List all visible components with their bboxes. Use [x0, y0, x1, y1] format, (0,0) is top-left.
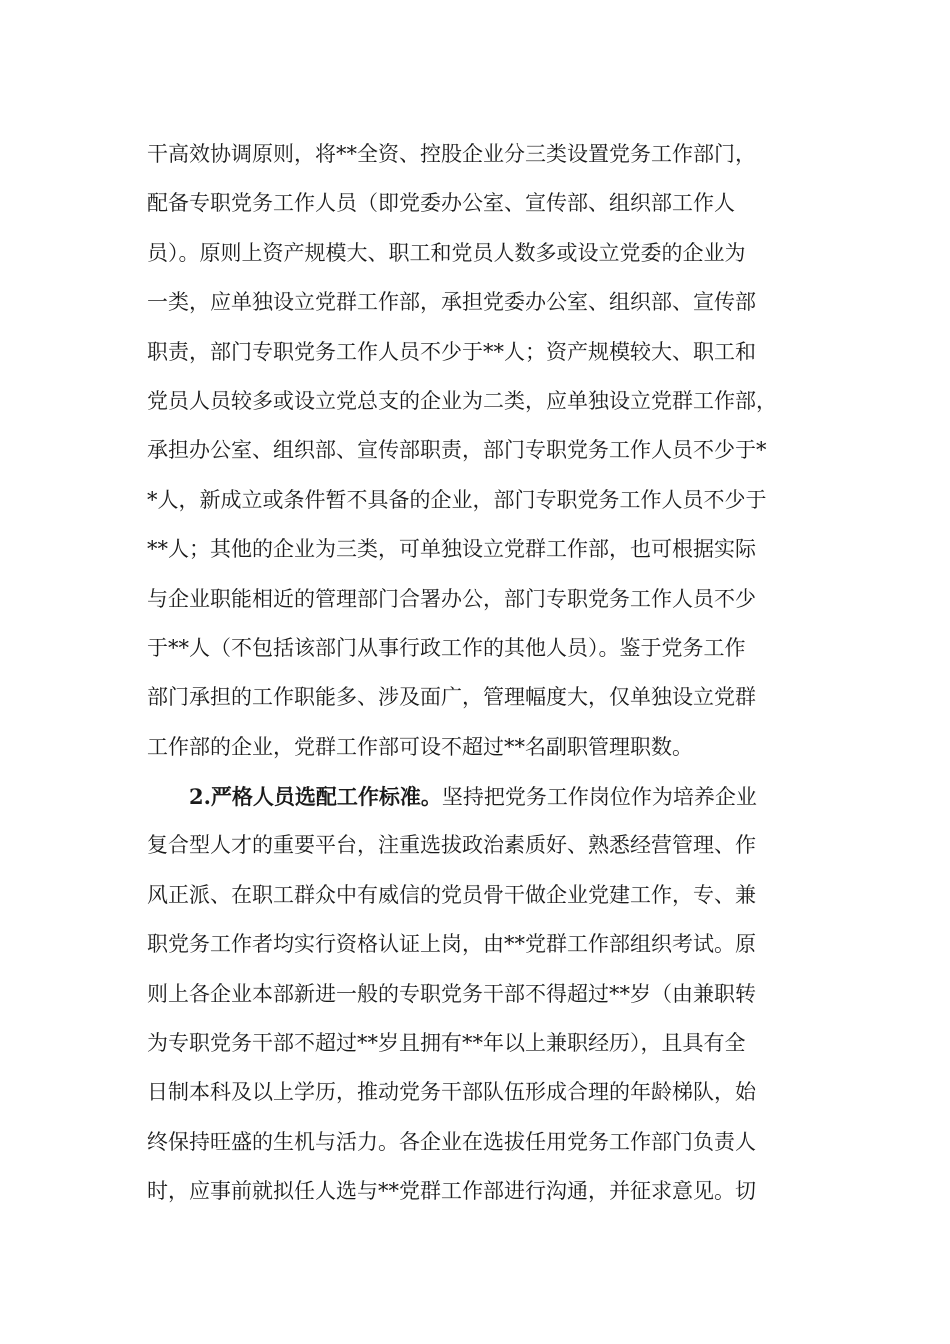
text-line: 时，应事前就拟任人选与**党群工作部进行沟通，并征求意见。切: [147, 1179, 756, 1204]
text-line: 职党务工作者均实行资格认证上岗，由**党群工作部组织考试。原: [147, 932, 756, 957]
text-line: *人，新成立或条件暂不具备的企业，部门专职党务工作人员不少于: [147, 487, 767, 512]
text-line: 工作部的企业，党群工作部可设不超过**名副职管理职数。: [147, 734, 693, 759]
text-line: 为专职党务干部不超过**岁且拥有**年以上兼职经历），且具有全: [147, 1031, 746, 1056]
text-line: 终保持旺盛的生机与活力。各企业在选拔任用党务工作部门负责人: [147, 1129, 756, 1154]
paragraph-2: [147, 772, 807, 1217]
text-line: 日制本科及以上学历，推动党务干部队伍形成合理的年龄梯队，始: [147, 1080, 756, 1105]
text-line: 则上各企业本部新进一般的专职党务干部不得超过**岁（由兼职转: [147, 981, 756, 1006]
text-line: 一类，应单独设立党群工作部，承担党委办公室、组织部、宣传部: [147, 290, 756, 315]
text-line: 职责，部门专职党务工作人员不少于**人；资产规模较大、职工和: [147, 339, 756, 364]
text-line: 于**人（不包括该部门从事行政工作的其他人员）。鉴于党务工作: [147, 635, 746, 660]
text-line: 部门承担的工作职能多、涉及面广，管理幅度大，仅单独设立党群: [147, 685, 756, 710]
paragraph-1: [147, 130, 807, 772]
text-line: 与企业职能相近的管理部门合署办公，部门专职党务工作人员不少: [147, 586, 756, 611]
text-line: 党员人员较多或设立党总支的企业为二类，应单独设立党群工作部，: [147, 388, 777, 413]
text-line: 承担办公室、组织部、宣传部职责，部门专职党务工作人员不少于*: [147, 438, 767, 463]
document-body: [147, 130, 807, 1217]
text-line: 配备专职党务工作人员（即党委办公室、宣传部、组织部工作人: [147, 191, 735, 216]
text-line: 干高效协调原则，将**全资、控股企业分三类设置党务工作部门，: [147, 142, 756, 166]
text-line: 复合型人才的重要平台，注重选拔政治素质好、熟悉经营管理、作: [147, 833, 756, 858]
text-line: [147, 772, 807, 821]
heading-line-text: 坚持把党务工作岗位作为培养企业: [441, 785, 757, 810]
section-heading: 2.严格人员选配工作标准。: [189, 784, 442, 810]
text-line: **人；其他的企业为三类，可单独设立党群工作部，也可根据实际: [147, 537, 756, 562]
text-line: 风正派、在职工群众中有威信的党员骨干做企业党建工作，专、兼: [147, 882, 756, 907]
text-line: 员）。原则上资产规模大、职工和党员人数多或设立党委的企业为: [147, 240, 746, 265]
